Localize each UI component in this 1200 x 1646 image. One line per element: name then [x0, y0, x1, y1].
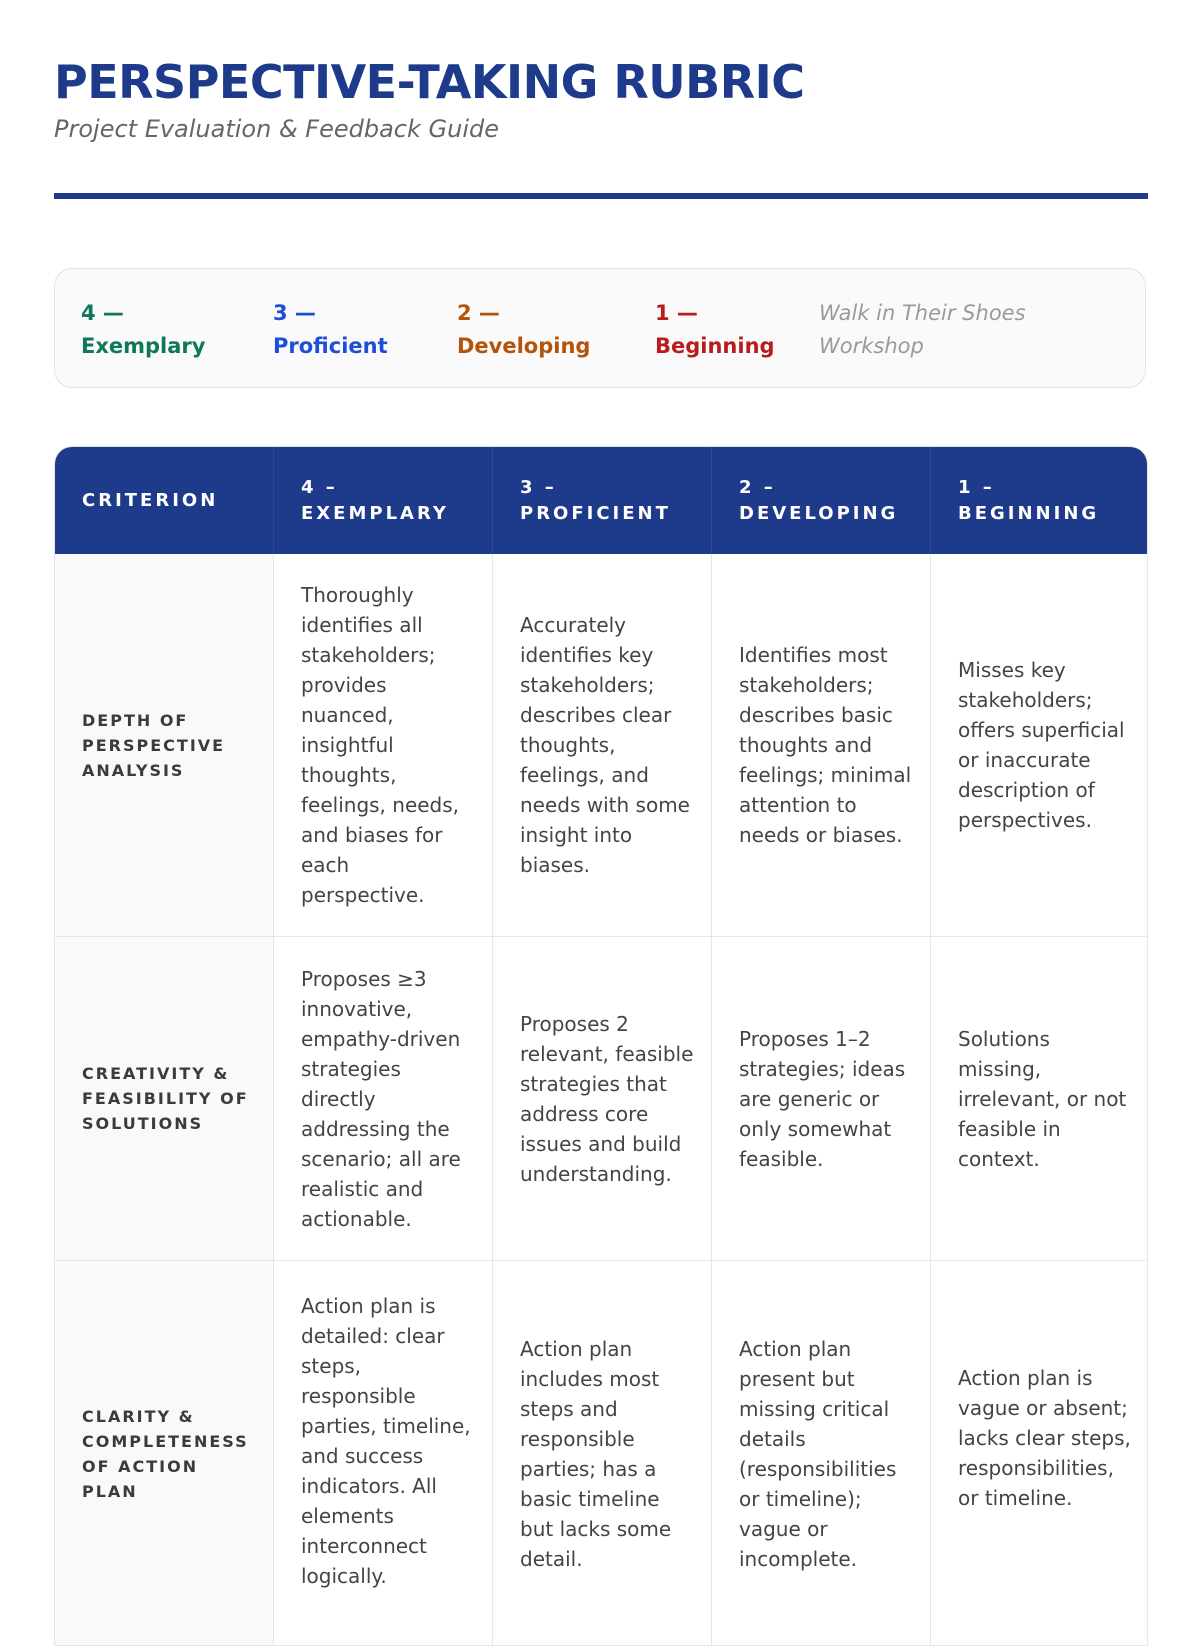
header-line: 2 –	[739, 476, 776, 498]
table-row	[55, 554, 1148, 937]
criterion-cell: CLARITY & COMPLETENESS OF ACTION PLAN	[55, 1261, 274, 1646]
table-row	[55, 1261, 1148, 1646]
criterion-cell: CREATIVITY & FEASIBILITY OF SOLUTIONS	[55, 937, 274, 1260]
descriptor-cell: Misses key stakeholders; offers superficial or inaccurate description of perspectives.	[958, 658, 1125, 832]
legend-num: 2 —	[457, 301, 500, 325]
header-line: DEVELOPING	[739, 502, 899, 524]
legend-label: Exemplary	[81, 334, 206, 358]
table-row	[55, 937, 1148, 1261]
header-line: EXEMPLARY	[301, 502, 449, 524]
score-legend	[54, 268, 1146, 388]
header-exemplary	[274, 447, 493, 554]
legend-label: Beginning	[655, 334, 775, 358]
workshop-note	[819, 297, 1079, 363]
descriptor-cell: Thoroughly identifies all stakeholders; provides nuanced, insightful thoughts, feelings, needs, and biases for each perspective.	[274, 554, 493, 936]
descriptor-cell: Action plan is vague or absent; lacks clear steps, responsibilities, or timeline.	[958, 1366, 1131, 1510]
descriptor-cell: Action plan is detailed: clear steps, responsible parties, timeline, and success indicators. All elements interconnect logically.	[274, 1261, 493, 1646]
header-line: 1 –	[958, 476, 995, 498]
descriptor-cell: Solutions missing, irrelevant, or not feasible in context.	[958, 1026, 1127, 1171]
descriptor-cell: Proposes 2 relevant, feasible strategies that address core issues and build understanding.	[493, 937, 712, 1260]
page-subtitle: Project Evaluation & Feedback Guide	[54, 115, 500, 143]
legend-item-beginning	[655, 297, 775, 363]
workshop-note-line: Walk in Their Shoes	[819, 301, 1026, 325]
legend-label: Proficient	[273, 334, 388, 358]
legend-num: 1 —	[655, 301, 698, 325]
header-beginning	[931, 447, 1148, 554]
descriptor-cell: Proposes 1–2 strategies; ideas are generic or only somewhat feasible.	[712, 937, 931, 1260]
title-divider	[54, 193, 1148, 199]
header-line: 3 –	[520, 476, 557, 498]
descriptor-cell: Accurately identifies key stakeholders; describes clear thoughts, feelings, and needs with some insight into biases.	[493, 554, 712, 936]
header-developing	[712, 447, 931, 554]
legend-num: 4 —	[81, 301, 124, 325]
descriptor-cell: Action plan includes most steps and responsible parties; has a basic timeline but lacks some detail.	[493, 1261, 712, 1646]
header-line: CRITERION	[82, 489, 219, 511]
descriptor-cell: Identifies most stakeholders; describes basic thoughts and feelings; minimal attention to needs or biases.	[712, 554, 931, 936]
header-line: PROFICIENT	[520, 502, 671, 524]
page-title: PERSPECTIVE-TAKING RUBRIC	[54, 55, 805, 109]
descriptor-cell: Proposes ≥3 innovative, empathy-driven strategies directly addressing the scenario; all are realistic and actionable.	[274, 937, 493, 1260]
header-criterion	[55, 447, 274, 554]
descriptor-cell: Action plan present but missing critical details (responsibilities or timeline); vague or incomplete.	[712, 1261, 931, 1646]
header-proficient	[493, 447, 712, 554]
rubric-table	[54, 446, 1148, 1646]
legend-item-proficient	[273, 297, 388, 363]
criterion-cell: DEPTH OF PERSPECTIVE ANALYSIS	[55, 554, 274, 936]
header-line: BEGINNING	[958, 502, 1100, 524]
header	[54, 52, 1146, 144]
legend-item-exemplary	[81, 297, 205, 363]
legend-num: 3 —	[273, 301, 316, 325]
header-line: 4 –	[301, 476, 338, 498]
workshop-note-line: Workshop	[819, 334, 924, 358]
legend-item-developing	[457, 297, 590, 363]
legend-label: Developing	[457, 334, 591, 358]
table-header	[55, 447, 1148, 554]
